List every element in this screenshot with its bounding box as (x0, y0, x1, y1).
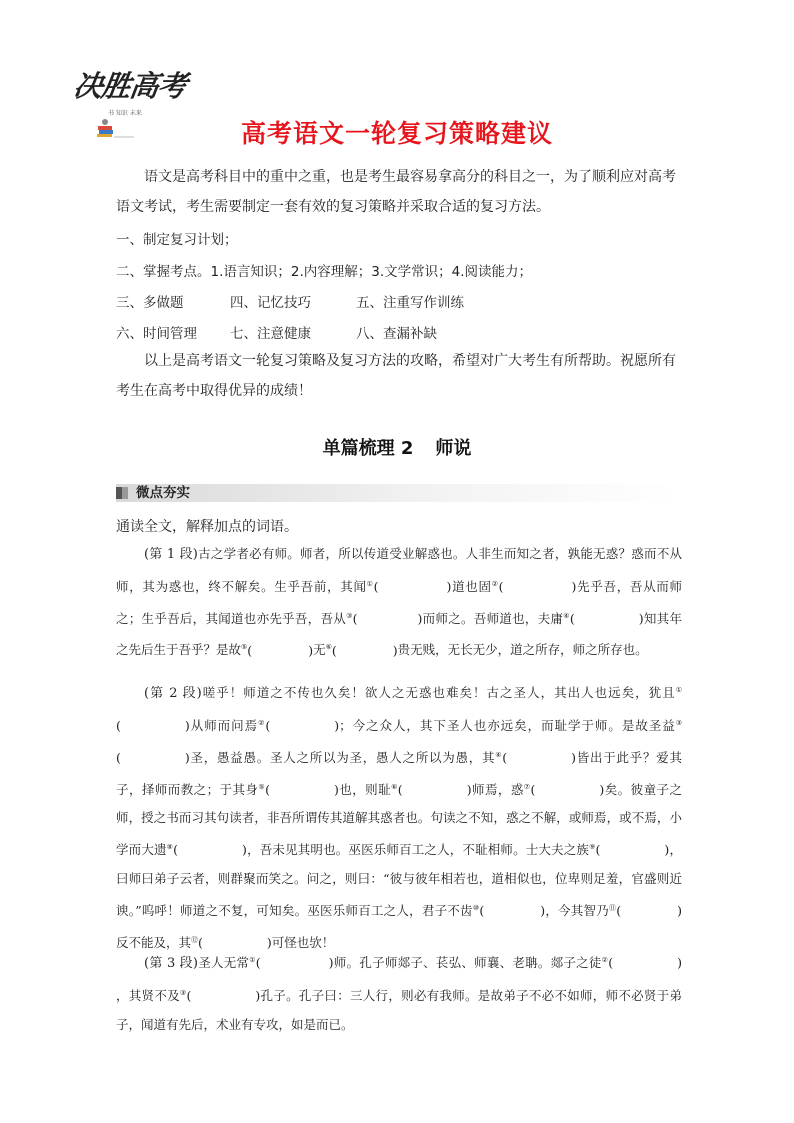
answer-blank[interactable]: ( ) (265, 781, 339, 797)
answer-blank[interactable]: ( ) (255, 955, 334, 971)
blank-number: ③ (675, 718, 682, 727)
section-title-text: 师说 (435, 438, 472, 459)
text-run: 师。孔子师郯子、苌弘、师襄、老聃。郯子之徒 (333, 955, 602, 971)
answer-blank[interactable]: ( ) (595, 842, 670, 858)
bar-marker-accent (122, 487, 128, 499)
text-run: ；今之众人，其下圣人也亦远矣，而耻学于师。是故圣益 (339, 718, 676, 734)
blank-number: ⑥ (325, 643, 332, 652)
blank-number: ⑦ (523, 782, 531, 791)
strategy-8: 八、查漏补缺 (356, 326, 437, 342)
strategy-4: 四、记忆技巧 (230, 295, 311, 311)
subsection-bar (116, 484, 674, 502)
paragraph-label: (第 3 段) (144, 956, 198, 972)
answer-blank[interactable]: ( ) (116, 718, 190, 734)
text-run: 而师之。吾师道也，夫庸 (422, 610, 564, 626)
blank-number: ⑪ (608, 903, 617, 912)
strategy-6: 六、时间管理 (116, 326, 197, 342)
paragraph-label: (第 1 段) (144, 547, 198, 562)
text-run: 圣人无常 (197, 955, 250, 971)
blank-number: ① (249, 956, 256, 964)
text-run: ，吾未见其明也。巫医乐师百工之人，不耻相师。士大夫之族 (246, 842, 590, 858)
blank-number: ⑧ (166, 843, 174, 852)
blank-number: ⑤ (258, 782, 266, 791)
page-title: 高考语文一轮复习策略建议 (240, 119, 553, 148)
answer-blank[interactable]: ( ) (116, 749, 190, 765)
exercise-paragraph-1 (116, 540, 682, 665)
blank-number: ⑨ (589, 843, 596, 852)
answer-blank[interactable]: ( ) (265, 718, 340, 734)
text-run: 皆出于此乎？爱其子，择师而教之；于其身 (116, 749, 682, 797)
logo-text: 决胜高考 (71, 69, 189, 103)
strategy-2: 二、掌握考点。1.语言知识；2.内容理解；3.文学常识；4.阅读能力； (116, 264, 533, 280)
text-run: 先乎吾，吾从而师之；生乎吾后，其闻道也亦先乎吾，吾从 (116, 578, 682, 626)
answer-blank[interactable]: ( ) (331, 642, 398, 658)
section-title (0, 434, 794, 460)
answer-blank[interactable]: ( ) (479, 902, 546, 918)
text-run: 古之学者必有师。师者，所以传道受业解惑也。人非生而知之者，孰能无惑？惑而不从师，其为惑也，终不解矣。生乎吾前，其闻 (116, 546, 682, 594)
blank-number: ③ (346, 611, 353, 620)
intro-paragraph: 语文是高考科目中的重中之重，也是考生最容易拿高分的科目之一，为了顺利应对高考语文考试，考生需要制定一套有效的复习策略并采取合适的复习方法。 (116, 169, 676, 215)
blank-number: ④ (495, 750, 503, 759)
outro-paragraph: 以上是高考语文一轮复习策略及复习方法的攻略，希望对广大考生有所帮助。祝愿所有考生在高考中取得优异的成绩！ (116, 353, 676, 399)
blank-number: ④ (563, 611, 570, 620)
text-run: 从师而问焉 (189, 718, 259, 734)
text-run: 反不能及，其 (116, 934, 192, 950)
instruction: 通读全文，解释加点的词语。 (116, 519, 298, 535)
answer-blank[interactable]: ( ) (498, 578, 577, 594)
answer-blank[interactable]: ( ) (352, 610, 423, 626)
blank-number: ⑤ (241, 643, 248, 652)
logo-subtext: 书 知识 未来 (108, 110, 142, 117)
strategy-1: 一、制定复习计划； (116, 232, 238, 248)
answer-blank[interactable]: ( ) (608, 955, 682, 971)
blank-number: ⑫ (191, 935, 199, 944)
blank-number: ① (675, 686, 682, 694)
text-run: 可怪也欤！ (271, 934, 335, 950)
paragraph-label: (第 2 段) (144, 686, 202, 702)
blank-number: ⑥ (391, 782, 398, 791)
answer-blank[interactable]: ( ) (530, 781, 605, 797)
strategy-3: 三、多做题 (116, 295, 184, 311)
blank-number: ② (491, 579, 499, 588)
exercise-paragraph-2 (116, 676, 682, 957)
text-run: 嗟乎！师道之不传也久矣！欲人之无惑也难矣！古之圣人，其出人也远矣，犹且 (201, 685, 676, 701)
answer-blank[interactable]: ( ) (198, 934, 272, 950)
text-run: ，曰师曰弟子云者，则群聚而笑之。问之，则曰：“彼与彼年相若也，道相似也，位卑则足羞，官盛则近谀。”呜呼！师道之不复，可知矣。巫医乐师百工之人，君子不齿 (116, 842, 682, 918)
answer-blank[interactable]: ( ) (397, 781, 472, 797)
text-run: 孔子。孔子曰：三人行，则必有我师。是故弟子不必不如师，师不必贤于弟子，闻道有先后，术业有专攻，如是而已。 (116, 988, 682, 1032)
strategy-7: 七、注意健康 (230, 326, 311, 342)
exercise-paragraph-3 (116, 946, 682, 1039)
blank-number: ⑩ (472, 903, 480, 912)
text-run: 师焉，惑 (471, 781, 524, 797)
text-run: 矣。彼童子之师，授之书而习其句读者，非吾所谓传其道解其惑者也。句读之不知，惑之不解，或师焉，或不焉，小学而大遗 (116, 781, 682, 858)
text-run: 道也固 (451, 578, 492, 594)
answer-blank[interactable]: ( ) (247, 642, 314, 658)
answer-blank[interactable]: ( ) (373, 578, 452, 594)
text-run: 知其年之先后生于吾乎？是故 (116, 610, 682, 658)
subsection-label: 微点夯实 (136, 485, 190, 501)
section-title-number: 单篇梳理 2 (322, 438, 414, 459)
blank-number: ② (258, 718, 266, 727)
answer-blank[interactable]: ( ) (186, 988, 261, 1004)
text-run: 无 (313, 642, 326, 658)
strategy-5: 五、注重写作训练 (356, 295, 464, 311)
blank-number: ① (366, 579, 374, 588)
blank-number: ③ (179, 988, 187, 997)
text-run: 也，则耻 (338, 781, 392, 797)
blank-number: ② (601, 956, 609, 964)
text-run: 圣，愚益愚。圣人之所以为圣，愚人之所以为愚，其 (189, 749, 496, 765)
answer-blank[interactable]: ( ) (616, 902, 682, 918)
text-run: ，今其智乃 (545, 902, 609, 918)
text-run: 贵无贱，无长无少，道之所存，师之所存也。 (397, 642, 648, 658)
answer-blank[interactable]: ( ) (569, 610, 644, 626)
answer-blank[interactable]: ( ) (173, 842, 247, 858)
answer-blank[interactable]: ( ) (502, 749, 577, 765)
text-run: ，其贤不及 (116, 988, 180, 1004)
